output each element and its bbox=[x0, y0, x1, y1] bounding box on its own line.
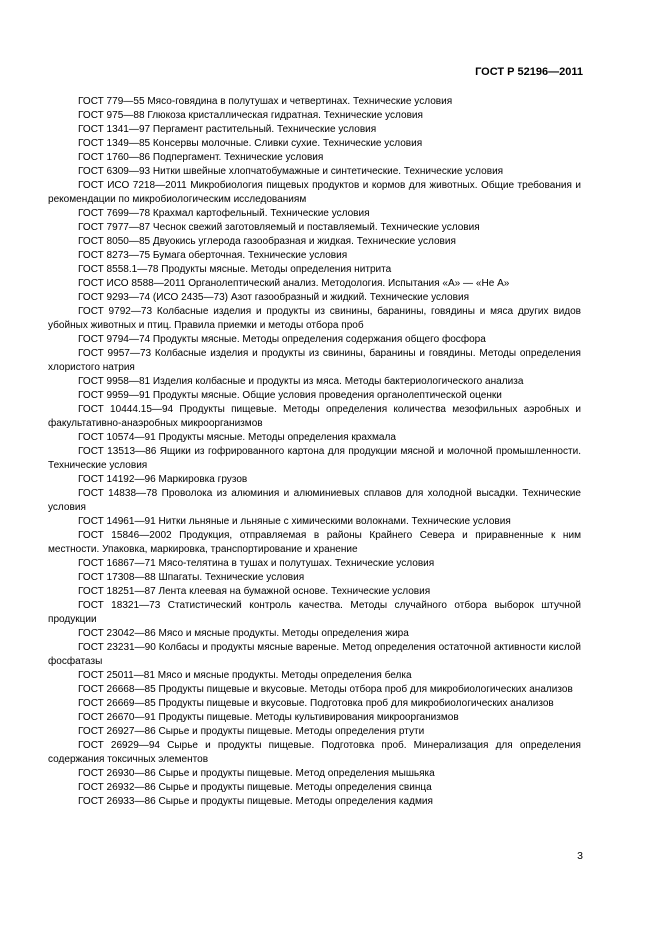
reference-entry: ГОСТ 26930—86 Сырье и продукты пищевые. Метод определения мышьяка bbox=[78, 768, 435, 779]
reference-entry: ГОСТ 8050—85 Двуокись углерода газообразная и жидкая. Технические условия bbox=[78, 236, 456, 247]
reference-entry: ГОСТ 14838—78 Проволока из алюминия и алюминиевых сплавов для холодной высадки. Технические условия bbox=[48, 488, 581, 513]
reference-entry: ГОСТ 10574—91 Продукты мясные. Методы определения крахмала bbox=[78, 432, 396, 443]
reference-entry: ГОСТ 14961—91 Нитки льняные и льняные с химическими волокнами. Технические условия bbox=[78, 516, 511, 527]
reference-entry: ГОСТ 15846—2002 Продукция, отправляемая в районы Крайнего Севера и приравненные к ним местности. Упаковка, маркировка, транспортирование и хранение bbox=[48, 530, 581, 555]
reference-entry: ГОСТ 8558.1—78 Продукты мясные. Методы определения нитрита bbox=[78, 264, 392, 275]
reference-entry: ГОСТ 26933—86 Сырье и продукты пищевые. Методы определения кадмия bbox=[78, 796, 433, 807]
page-number: 3 bbox=[577, 850, 583, 862]
reference-entry: ГОСТ 26932—86 Сырье и продукты пищевые. Методы определения свинца bbox=[78, 782, 432, 793]
reference-entry: ГОСТ 23231—90 Колбасы и продукты мясные вареные. Метод определения остаточной активности кислой фосфатазы bbox=[48, 642, 581, 667]
reference-entry: ГОСТ ИСО 8588—2011 Органолептический анализ. Методология. Испытания «А» — «Не А» bbox=[78, 278, 510, 289]
reference-entry: ГОСТ 975—88 Глюкоза кристаллическая гидратная. Технические условия bbox=[78, 110, 423, 121]
standards-reference-list bbox=[48, 95, 581, 809]
reference-entry: ГОСТ 26670—91 Продукты пищевые. Методы культивирования микроорганизмов bbox=[78, 712, 459, 723]
reference-entry: ГОСТ 26668—85 Продукты пищевые и вкусовые. Методы отбора проб для микробиологических анализов bbox=[78, 684, 573, 695]
reference-entry: ГОСТ 1341—97 Пергамент растительный. Технические условия bbox=[78, 124, 377, 135]
reference-entry: ГОСТ 7977—87 Чеснок свежий заготовляемый и поставляемый. Технические условия bbox=[78, 222, 480, 233]
reference-entry: ГОСТ 9959—91 Продукты мясные. Общие условия проведения органолептической оценки bbox=[78, 390, 502, 401]
reference-entry: ГОСТ 17308—88 Шпагаты. Технические условия bbox=[78, 572, 305, 583]
reference-entry: ГОСТ 1760—86 Подпергамент. Технические условия bbox=[78, 152, 324, 163]
reference-entry: ГОСТ 26929—94 Сырье и продукты пищевые. Подготовка проб. Минерализация для определения содержания токсичных элементов bbox=[48, 740, 581, 765]
reference-entry: ГОСТ 9792—73 Колбасные изделия и продукты из свинины, баранины, говядины и мяса других видов убойных животных и птиц. Правила приемки и методы отбора проб bbox=[48, 306, 581, 331]
reference-entry: ГОСТ 25011—81 Мясо и мясные продукты. Методы определения белка bbox=[78, 670, 412, 681]
reference-entry: ГОСТ ИСО 7218—2011 Микробиология пищевых продуктов и кормов для животных. Общие требования и рекомендации по микробиологическим исследованиям bbox=[48, 180, 581, 205]
reference-entry: ГОСТ 1349—85 Консервы молочные. Сливки сухие. Технические условия bbox=[78, 138, 423, 149]
reference-entry: ГОСТ 9958—81 Изделия колбасные и продукты из мяса. Методы бактериологического анализа bbox=[78, 376, 524, 387]
reference-entry: ГОСТ 26927—86 Сырье и продукты пищевые. Методы определения ртути bbox=[78, 726, 425, 737]
reference-entry: ГОСТ 16867—71 Мясо-телятина в тушах и полутушах. Технические условия bbox=[78, 558, 435, 569]
reference-entry: ГОСТ 9957—73 Колбасные изделия и продукты из свинины, баранины и говядины. Методы определения хлористого натрия bbox=[48, 348, 581, 373]
reference-entry: ГОСТ 6309—93 Нитки швейные хлопчатобумажные и синтетические. Технические условия bbox=[78, 166, 504, 177]
reference-entry: ГОСТ 23042—86 Мясо и мясные продукты. Методы определения жира bbox=[78, 628, 409, 639]
document-header: ГОСТ Р 52196—2011 bbox=[475, 66, 583, 78]
reference-entry: ГОСТ 26669—85 Продукты пищевые и вкусовые. Подготовка проб для микробиологических анализов bbox=[78, 698, 554, 709]
reference-entry: ГОСТ 18251—87 Лента клеевая на бумажной основе. Технические условия bbox=[78, 586, 431, 597]
reference-entry: ГОСТ 9794—74 Продукты мясные. Методы определения содержания общего фосфора bbox=[78, 334, 486, 345]
reference-entry: ГОСТ 779—55 Мясо-говядина в полутушах и четвертинах. Технические условия bbox=[78, 96, 453, 107]
reference-entry: ГОСТ 14192—96 Маркировка грузов bbox=[78, 474, 248, 485]
reference-entry: ГОСТ 13513—86 Ящики из гофрированного картона для продукции мясной и молочной промышленности. Технические условия bbox=[48, 446, 581, 471]
reference-entry: ГОСТ 9293—74 (ИСО 2435—73) Азот газообразный и жидкий. Технические условия bbox=[78, 292, 470, 303]
reference-entry: ГОСТ 18321—73 Статистический контроль качества. Методы случайного отбора выборок штучной продукции bbox=[48, 600, 581, 625]
reference-entry: ГОСТ 7699—78 Крахмал картофельный. Технические условия bbox=[78, 208, 370, 219]
reference-entry: ГОСТ 10444.15—94 Продукты пищевые. Методы определения количества мезофильных аэробных и факультативно-анаэробных микроорганизмов bbox=[48, 404, 581, 429]
reference-entry: ГОСТ 8273—75 Бумага оберточная. Технические условия bbox=[78, 250, 348, 261]
